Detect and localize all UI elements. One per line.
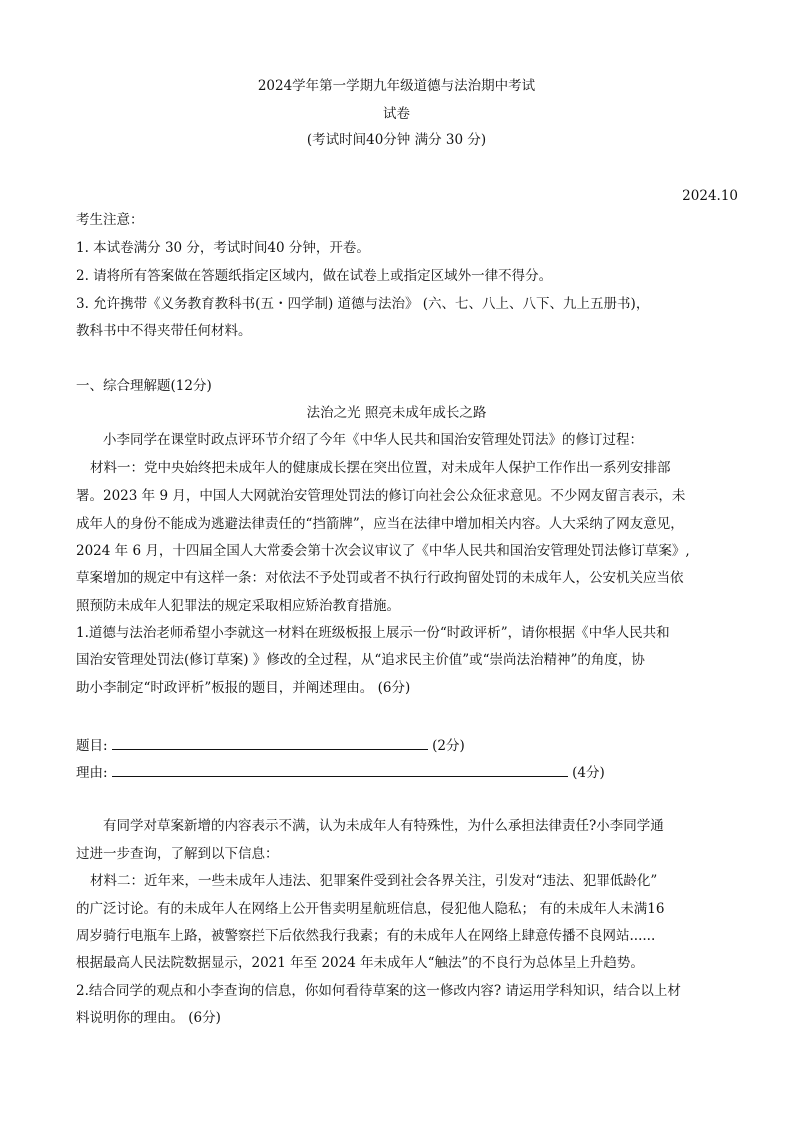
intro-text: 小李同学在课堂时政点评环节介绍了今年《中华人民共和国治安管理处罚法》的修订过程： <box>103 432 643 448</box>
answer-reason-blank[interactable] <box>112 764 568 777</box>
para2-line-2: 过进一步查询，了解到以下信息： <box>76 846 279 862</box>
material2-line-4: 根据最高人民法院数据显示，2021 年至 2024 年未成年人“触法”的不良行为总体呈上升趋势。 <box>76 955 644 971</box>
notice-heading: 考生注意： <box>76 212 144 228</box>
answer-title-row <box>76 737 465 754</box>
answer-title-points: (2分) <box>432 738 465 754</box>
question1-line-2: 国治安管理处罚法(修订草案) 》修改的全过程，从“追求民主价值”或“崇尚法治精神”的角度，协 <box>76 652 645 668</box>
material1-line-6: 照预防未成年人犯罪法的规定采取相应矫治教育措施。 <box>76 598 400 614</box>
answer-title-label: 题目: <box>76 738 108 754</box>
question1-line-1: 1.道德与法治老师希望小李就这一材料在班级板报上展示一份“时政评析”，请你根据《中华人民共和 <box>76 625 670 641</box>
notice-item-1: 1. 本试卷满分 30 分，考试时间40 分钟，开卷。 <box>76 240 370 256</box>
answer-reason-points: (4分) <box>572 765 605 781</box>
exam-date: 2024.10 <box>682 188 738 204</box>
notice-item-2: 2. 请将所有答案做在答题纸指定区域内，做在试卷上或指定区域外一律不得分。 <box>76 268 553 284</box>
notice-item-3: 3. 允许携带《义务教育教科书(五・四学制) 道德与法治》 (六、七、八上、八下、九上五册书)， <box>76 296 650 312</box>
material2-line-3: 周岁骑行电瓶车上路，被警察拦下后依然我行我素；有的未成年人在网络上肆意传播不良网站...... <box>76 928 656 944</box>
material1-line-3: 成年人的身份不能成为逃避法律责任的“挡箭牌”，应当在法律中增加相关内容。人大采纳了网友意见， <box>76 516 684 532</box>
material1-line-4: 2024 年 6 月，十四届全国人大常委会第十次会议审议了《中华人民共和国治安管理处罚法修订草案》, <box>76 543 690 559</box>
exam-subtitle: 试卷 <box>383 106 410 122</box>
exam-title: 2024学年第一学期九年级道德与法治期中考试 <box>257 78 536 94</box>
material2-line-1: 材料二：近年来，一些未成年人违法、犯罪案件受到社会各界关注，引发对“违法、犯罪低龄化” <box>90 873 658 889</box>
material1-line-5: 草案增加的规定中有这样一条：对依法不予处罚或者不执行行政拘留处罚的未成年人，公安机关应当依 <box>76 570 684 586</box>
question2-line-1: 2.结合同学的观点和小李查询的信息，你如何看待草案的这一修改内容? 请运用学科知识，结合以上材 <box>76 983 681 999</box>
exam-info: (考试时间40分钟 满分 30 分) <box>306 132 487 148</box>
question1-line-3: 助小李制定“时政评析”板报的题目，并阐述理由。 (6分) <box>76 680 411 696</box>
material1-line-1: 材料一：党中央始终把未成年人的健康成长摆在突出位置，对未成年人保护工作作出一系列安排部 <box>90 460 671 476</box>
material1-line-2: 署。2023 年 9 月，中国人大网就治安管理处罚法的修订向社会公众征求意见。不少网友留言表示，未 <box>76 488 686 504</box>
section-heading: 一、综合理解题(12分) <box>76 378 212 394</box>
para2-line-1: 有同学对草案新增的内容表示不满，认为未成年人有特殊性，为什么承担法律责任?小李同学通 <box>103 818 664 834</box>
answer-title-blank[interactable] <box>112 737 428 750</box>
answer-reason-row <box>76 764 605 781</box>
question2-line-2: 料说明你的理由。 (6分) <box>76 1010 221 1026</box>
notice-item-3-cont: 教科书中不得夹带任何材料。 <box>76 323 252 339</box>
material2-line-2: 的广泛讨论。有的未成年人在网络上公开售卖明星航班信息，侵犯他人隐私； 有的未成年人未满16 <box>76 901 665 917</box>
section-topic: 法治之光 照亮未成年成长之路 <box>306 405 487 421</box>
answer-reason-label: 理由: <box>76 765 108 781</box>
